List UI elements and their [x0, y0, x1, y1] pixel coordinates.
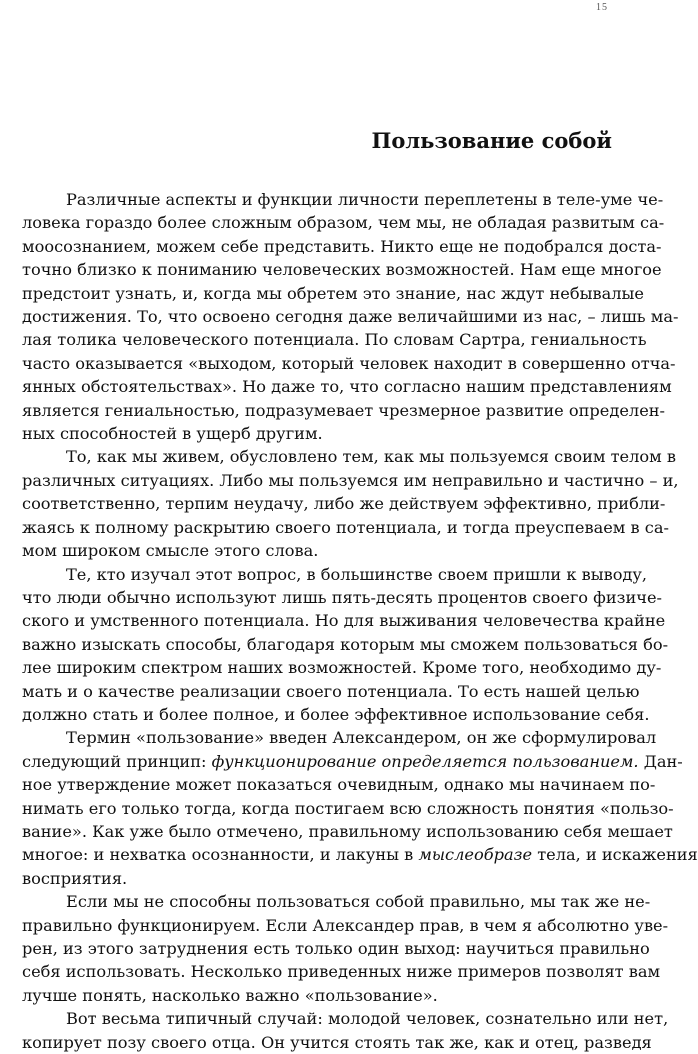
text-line: То, как мы живем, обусловлено тем, как мы пользуемся своим телом в [66, 447, 677, 467]
text-line: нимать его только тогда, когда постигаем всю сложность понятия «пользо- [22, 798, 674, 818]
chapter-title: Пользование собой [371, 128, 612, 153]
text-line: достижения. То, что освоено сегодня даже величайшими из нас, – лишь ма- [22, 307, 679, 327]
text-line: Термин «пользование» введен Александером, он же сформулировал [66, 728, 657, 748]
paragraph [22, 188, 679, 445]
text-line: является гениальностью, подразумевает чрезмерное развитие определен- [22, 400, 666, 420]
paragraph [22, 445, 679, 562]
paragraph [22, 890, 669, 1007]
text-line: следующий принцип: функционирование определяется пользованием. Дан- [22, 751, 683, 771]
text-line: ное утверждение может показаться очевидным, однако мы начинаем по- [22, 775, 656, 795]
text-line: ловека гораздо более сложным образом, чем мы, не обладая развитым са- [22, 213, 665, 233]
text-line: Если мы не способны пользоваться собой правильно, мы так же не- [66, 892, 651, 912]
text-line: вание». Как уже было отмечено, правильному использованию себя мешает [22, 821, 673, 841]
text-line: Различные аспекты и функции личности переплетены в теле-уме че- [66, 190, 664, 209]
text-line: Вот весьма типичный случай: молодой человек, сознательно или нет, [66, 1009, 669, 1029]
paragraph [22, 563, 669, 727]
text-line: копирует позу своего отца. Он учится стоять так же, как и отец, разведя [22, 1032, 652, 1052]
paragraph [22, 1007, 669, 1054]
paragraph [22, 726, 698, 890]
text-line: ского и умственного потенциала. Но для выживания человечества крайне [22, 611, 666, 631]
text-line: должно стать и более полное, и более эффективное использование себя. [22, 704, 650, 724]
text-line: важно изыскать способы, благодаря которым мы сможем пользоваться бо- [22, 634, 669, 654]
body-text [22, 188, 698, 1054]
text-line: лучше понять, насколько важно «пользование». [22, 985, 438, 1005]
text-line: мом широком смысле этого слова. [22, 541, 319, 561]
text-line: часто оказывается «выходом, который человек находит в совершенно отча- [22, 353, 676, 373]
page-number: 15 [596, 2, 608, 13]
text-line: различных ситуациях. Либо мы пользуемся им неправильно и частично – и, [22, 470, 679, 490]
text-line: лая толика человеческого потенциала. По словам Сартра, гениальность [22, 330, 647, 350]
text-line: Те, кто изучал этот вопрос, в большинстве своем пришли к выводу, [66, 564, 648, 584]
text-line: жаясь к полному раскрытию своего потенциала, и тогда преуспеваем в са- [22, 517, 669, 537]
text-line: мать и о качестве реализации своего потенциала. То есть нашей целью [22, 681, 640, 701]
text-line: что люди обычно используют лишь пять-десять процентов своего физиче- [22, 587, 663, 607]
text-line: моосознанием, можем себе представить. Никто еще не подобрался доста- [22, 236, 662, 256]
text-line: предстоит узнать, и, когда мы обретем это знание, нас ждут небывалые [22, 283, 644, 303]
text-line: точно близко к пониманию человеческих возможностей. Нам еще многое [22, 260, 662, 280]
text-line: лее широким спектром наших возможностей. Кроме того, необходимо ду- [22, 658, 662, 678]
text-line: себя использовать. Несколько приведенных ниже примеров позволят вам [22, 962, 661, 982]
text-line: восприятия. [22, 868, 128, 888]
text-line: ных способностей в ущерб другим. [22, 424, 323, 444]
text-line: многое: и нехватка осознанности, и лакуны в мыслеобразе тела, и искажения [22, 845, 698, 865]
text-line: соответственно, терпим неудачу, либо же действуем эффективно, прибли- [22, 494, 666, 514]
text-line: янных обстоятельствах». Но даже то, что согласно нашим представлениям [22, 377, 672, 397]
text-line: рен, из этого затруднения есть только один выход: научиться правильно [22, 939, 650, 958]
text-line: правильно функционируем. Если Александер прав, в чем я абсолютно уве- [22, 915, 669, 935]
